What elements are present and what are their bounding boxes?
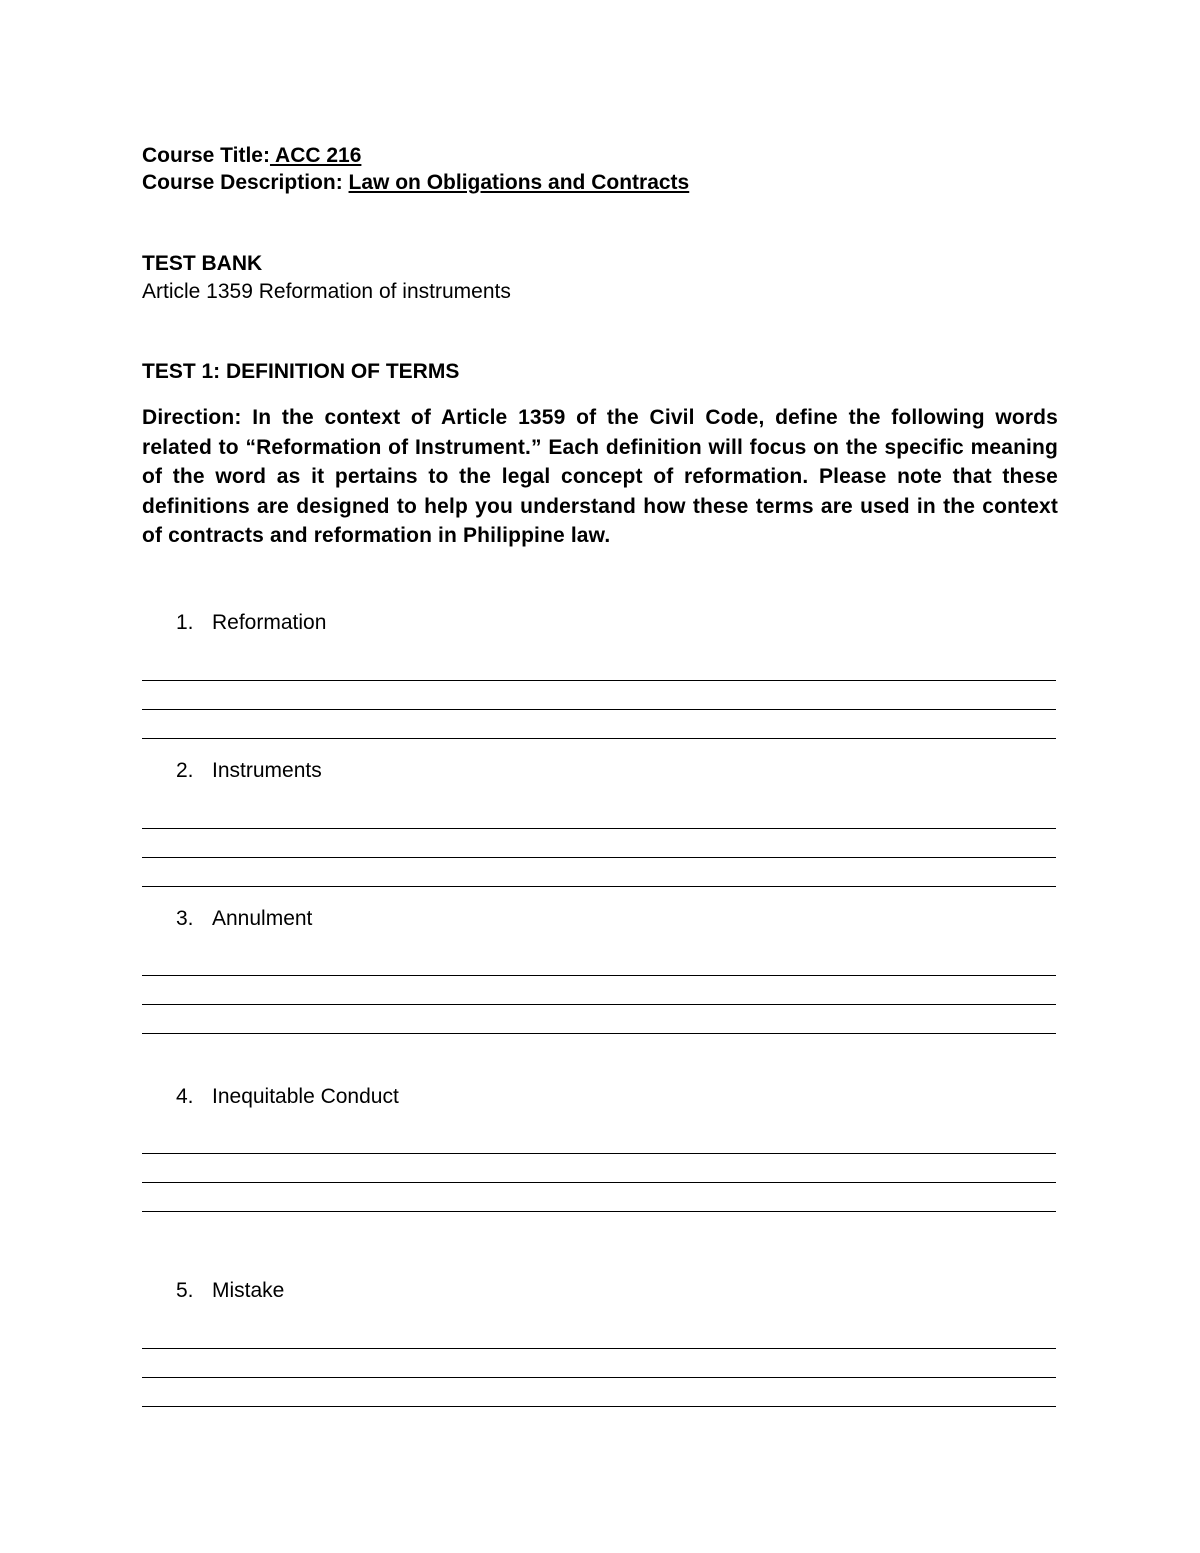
course-description-value: Law on Obligations and Contracts (348, 171, 690, 194)
item-number: 4. (176, 1085, 194, 1108)
course-description-line (142, 170, 689, 196)
item-term: Reformation (212, 611, 327, 634)
document-page (142, 0, 1058, 1553)
list-item (176, 906, 312, 932)
item-term: Inequitable Conduct (212, 1085, 399, 1108)
answer-line (142, 1377, 1056, 1378)
answer-line (142, 1004, 1056, 1005)
answer-line (142, 857, 1056, 858)
answer-line (142, 1182, 1056, 1183)
test-bank-title: TEST BANK (142, 252, 263, 275)
item-number: 2. (176, 759, 194, 782)
answer-line (142, 1211, 1056, 1212)
answer-line (142, 738, 1056, 739)
course-description-label: Course Description: (142, 171, 343, 194)
course-title-value: ACC 216 (269, 144, 362, 167)
course-title-label: Course Title: (142, 144, 270, 167)
item-term: Mistake (212, 1279, 285, 1302)
answer-line (142, 1406, 1056, 1407)
answer-line (142, 1153, 1056, 1154)
list-item (176, 1278, 284, 1304)
answer-line (142, 680, 1056, 681)
list-item (176, 1084, 399, 1110)
test1-direction: Direction: In the context of Article 1359 of the Civil Code, define the following words related to “Reformation of Instrument.” Each definition will focus on the specific meaning of the word as it pertains to the legal concept of reformation. Please note that these definitions are designed to help you understand how these terms are used in the context of contracts and reformation in Philippine law. (142, 406, 1058, 548)
answer-line (142, 709, 1056, 710)
answer-line (142, 1033, 1056, 1034)
course-title-line (142, 143, 361, 169)
article-subtitle: Article 1359 Reformation of instruments (142, 280, 511, 303)
item-number: 5. (176, 1279, 194, 1302)
list-item (176, 758, 322, 784)
item-term: Instruments (212, 759, 322, 782)
answer-line (142, 886, 1056, 887)
answer-line (142, 975, 1056, 976)
list-item (176, 610, 326, 636)
answer-line (142, 1348, 1056, 1349)
test1-title: TEST 1: DEFINITION OF TERMS (142, 360, 460, 383)
item-term: Annulment (212, 907, 313, 930)
item-number: 3. (176, 907, 194, 930)
item-number: 1. (176, 611, 194, 634)
answer-line (142, 828, 1056, 829)
